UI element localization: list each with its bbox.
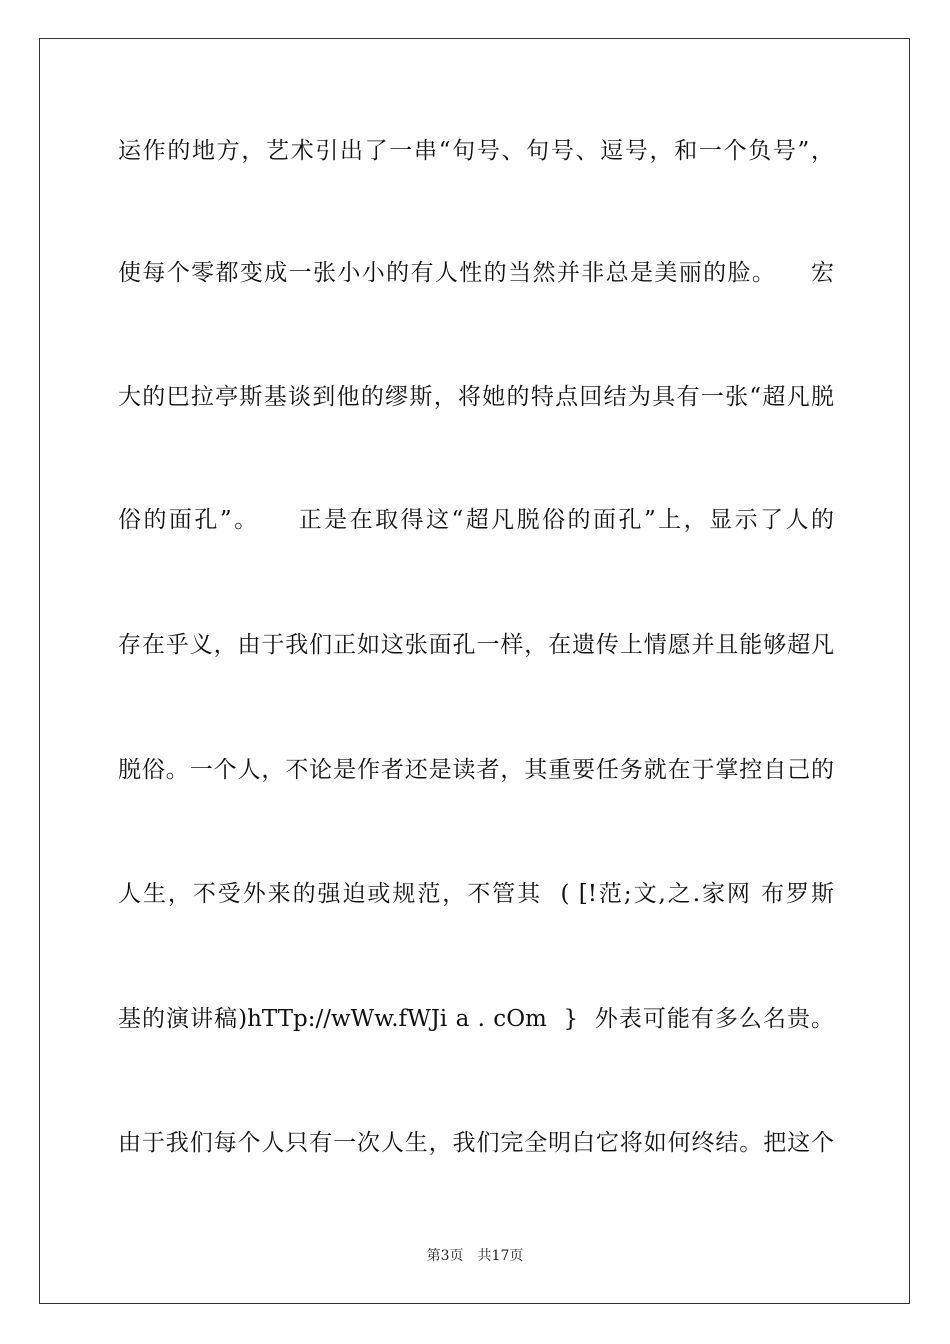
- body-text-line-9: 由于我们每个人只有一次人生，我们完全明白它将如何终结。把这个: [118, 1130, 834, 1156]
- body-text-line-1: 运作的地方，艺术引出了一串“句号、句号、逗号，和一个负号”，: [118, 138, 834, 164]
- page-number: 第3页: [426, 1248, 464, 1264]
- body-text-line-2: 使每个零都变成一张小小的有人性的当然并非总是美丽的脸。 宏: [118, 260, 834, 286]
- body-text-line-3: 大的巴拉亭斯基谈到他的缪斯，将她的特点回结为具有一张“超凡脱: [118, 384, 834, 410]
- body-text-line-6: 脱俗。一个人，不论是作者还是读者，其重要任务就在于掌控自己的: [118, 757, 834, 783]
- body-text-line-4: 俗的面孔”。 正是在取得这“超凡脱俗的面孔”上，显示了人的: [118, 507, 834, 533]
- body-text-line-7: 人生，不受外来的强迫或规范，不管其 ( [!范;文,之.家网 布罗斯: [118, 881, 834, 907]
- body-text-line-5: 存在乎义，由于我们正如这张面孔一样，在遗传上情愿并且能够超凡: [118, 632, 834, 658]
- page-total: 共17页: [477, 1248, 524, 1264]
- body-text-line-8: 基的演讲稿)hTTp://wWw.fWJi a . cOm } 外表可能有多么名贵。: [118, 1006, 834, 1032]
- page-footer: [0, 1247, 950, 1265]
- page-border: [39, 38, 910, 1304]
